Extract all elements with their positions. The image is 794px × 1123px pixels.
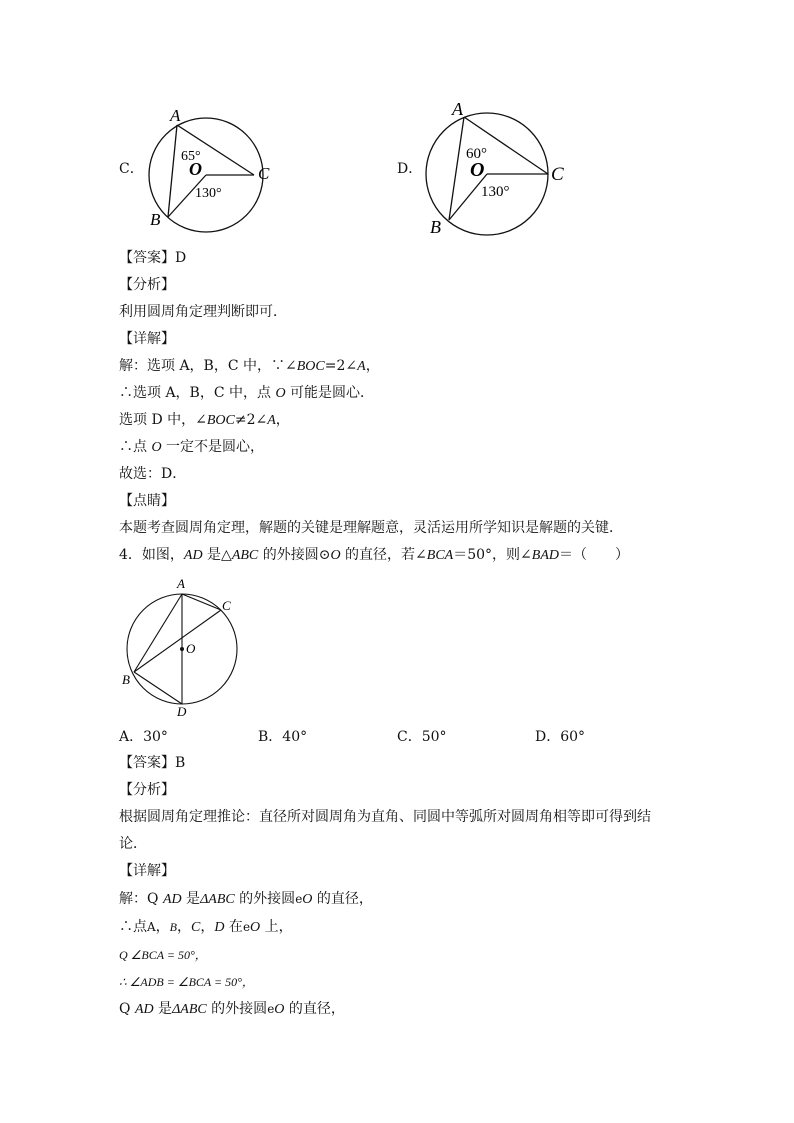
q4-label-d: D bbox=[177, 704, 187, 719]
q4-detail-line-3: Q ∠BCA = 50°， bbox=[119, 948, 207, 962]
option-d-figure bbox=[418, 98, 578, 243]
q3-answer-line bbox=[119, 249, 186, 267]
math: O bbox=[274, 1002, 285, 1017]
q3-detail-tag: 【详解】 bbox=[119, 331, 175, 347]
math: C bbox=[191, 920, 201, 935]
text: 是 bbox=[153, 1001, 173, 1017]
option-d-angle-a: 60° bbox=[466, 146, 487, 162]
math: A bbox=[357, 359, 366, 374]
text: ∴点 bbox=[119, 919, 147, 935]
text: 4．如图， bbox=[119, 547, 184, 563]
option-d-label-a: A bbox=[452, 99, 463, 119]
q3-detail-line-1 bbox=[119, 357, 380, 376]
text: 解：选项 A，B，C 中，∵∠ bbox=[119, 358, 297, 374]
q3-review-tag: 【点睛】 bbox=[119, 493, 175, 509]
answer-tag: 【答案】 bbox=[119, 250, 175, 266]
option-c-label-o: O bbox=[189, 159, 202, 179]
option-c-angle-o: 130° bbox=[195, 186, 222, 201]
math: BOC bbox=[296, 359, 325, 374]
option-c-label-c: C bbox=[258, 164, 270, 183]
text: Q bbox=[119, 1001, 135, 1017]
text: ， bbox=[275, 412, 290, 428]
q4-detail-line-5 bbox=[119, 1000, 345, 1019]
q4-label-o: O bbox=[186, 641, 196, 656]
q4-answer-line bbox=[119, 754, 185, 772]
circle-symbol: e bbox=[295, 892, 303, 906]
q4-figure bbox=[118, 576, 248, 721]
math: AD bbox=[162, 892, 182, 907]
option-c-angle-a: 65° bbox=[181, 149, 201, 164]
q4-label-c: C bbox=[222, 598, 231, 613]
circle-symbol: e bbox=[242, 920, 251, 934]
q4-detail-line-2 bbox=[119, 918, 293, 937]
text: 的外接圆 bbox=[206, 1001, 268, 1017]
text: 的直径， bbox=[284, 1001, 345, 1017]
q3-analysis-tag: 【分析】 bbox=[119, 277, 175, 293]
q4-detail-tag: 【详解】 bbox=[119, 863, 175, 879]
q3-analysis-text: 利用圆周角定理判断即可． bbox=[119, 304, 287, 320]
option-d-label-b: B bbox=[430, 217, 441, 237]
math: B bbox=[169, 920, 178, 934]
option-c-label-b: B bbox=[150, 210, 161, 229]
math: D bbox=[214, 920, 225, 935]
text: 上， bbox=[260, 919, 293, 935]
text: 的直径，若∠ bbox=[340, 547, 427, 563]
q4-choice-c: C．50° bbox=[397, 729, 447, 745]
text: 解：Q bbox=[119, 891, 163, 907]
q4-analysis-line-1: 根据圆周角定理推论：直径所对圆周角为直角、同圆中等弧所对圆周角相等即可得到结 bbox=[119, 809, 651, 825]
q4-choice-a: A．30° bbox=[119, 729, 168, 745]
q4-analysis-tag: 【分析】 bbox=[119, 782, 175, 798]
text: 可能是圆心． bbox=[285, 385, 375, 401]
math: ΔABC bbox=[200, 892, 235, 907]
text: ≠2∠ bbox=[234, 412, 268, 428]
text: 的外接圆 bbox=[234, 891, 296, 907]
q3-detail-line-5: 故选：D． bbox=[119, 466, 187, 482]
q4-label-a: A bbox=[177, 576, 185, 591]
q3-review-text: 本题考查圆周角定理，解题的关键是理解题意，灵活运用所学知识是解题的关键． bbox=[119, 520, 623, 536]
math: A bbox=[147, 920, 156, 934]
text: ， bbox=[155, 919, 170, 935]
math: O bbox=[151, 440, 162, 455]
q3-detail-line-3 bbox=[119, 411, 290, 430]
q4-detail-line-1 bbox=[119, 890, 373, 909]
text: ＝50°，则∠ bbox=[453, 547, 532, 563]
option-d-angle-o: 130° bbox=[481, 184, 510, 200]
text: ， bbox=[200, 919, 215, 935]
math: BCA bbox=[426, 548, 454, 563]
math: A bbox=[267, 413, 276, 428]
option-d-letter: D． bbox=[397, 161, 423, 177]
q4-stem bbox=[119, 546, 629, 565]
q4-label-b: B bbox=[122, 672, 130, 687]
q4-choice-d: D．60° bbox=[535, 729, 586, 745]
answer-tag: 【答案】 bbox=[119, 755, 175, 771]
text: 是△ bbox=[202, 547, 232, 563]
circle-symbol: e bbox=[267, 1002, 275, 1016]
text: ＝（ ） bbox=[558, 547, 629, 563]
text: ， bbox=[177, 919, 192, 935]
math: AD bbox=[134, 1002, 154, 1017]
math: O bbox=[275, 386, 286, 401]
option-d-label-o: O bbox=[470, 159, 485, 181]
text: 选项 D 中，∠ bbox=[119, 412, 207, 428]
text: ∴选项 A，B，C 中，点 bbox=[119, 385, 276, 401]
text: 的外接圆⊙ bbox=[258, 547, 331, 563]
math: O bbox=[250, 920, 261, 935]
answer-value: D bbox=[175, 250, 187, 266]
math: O bbox=[330, 548, 341, 563]
q4-choice-b: B．40° bbox=[258, 729, 308, 745]
q3-detail-line-2 bbox=[119, 384, 374, 403]
option-d-label-c: C bbox=[551, 164, 564, 185]
math: AD bbox=[183, 548, 203, 563]
q4-analysis-line-2: 论． bbox=[119, 836, 147, 852]
math: BOC bbox=[206, 413, 235, 428]
math: O bbox=[302, 892, 313, 907]
q4-detail-line-4: ∴ ∠ADB = ∠BCA = 50°， bbox=[119, 975, 254, 989]
option-c-figure bbox=[140, 103, 290, 233]
option-c-label-a: A bbox=[170, 106, 181, 125]
text: 在 bbox=[224, 919, 243, 935]
answer-value: B bbox=[175, 755, 186, 771]
q3-detail-line-4 bbox=[119, 438, 264, 457]
text: 的直径， bbox=[312, 891, 373, 907]
math: ΔABC bbox=[172, 1002, 207, 1017]
text: 是 bbox=[181, 891, 201, 907]
text: ， bbox=[365, 358, 380, 374]
text: ∴点 bbox=[119, 439, 152, 455]
option-c-letter: C． bbox=[119, 161, 144, 177]
text: =2∠ bbox=[324, 358, 358, 374]
math: BAD bbox=[531, 548, 559, 563]
text: 一定不是圆心， bbox=[161, 439, 265, 455]
math: ABC bbox=[231, 548, 259, 563]
